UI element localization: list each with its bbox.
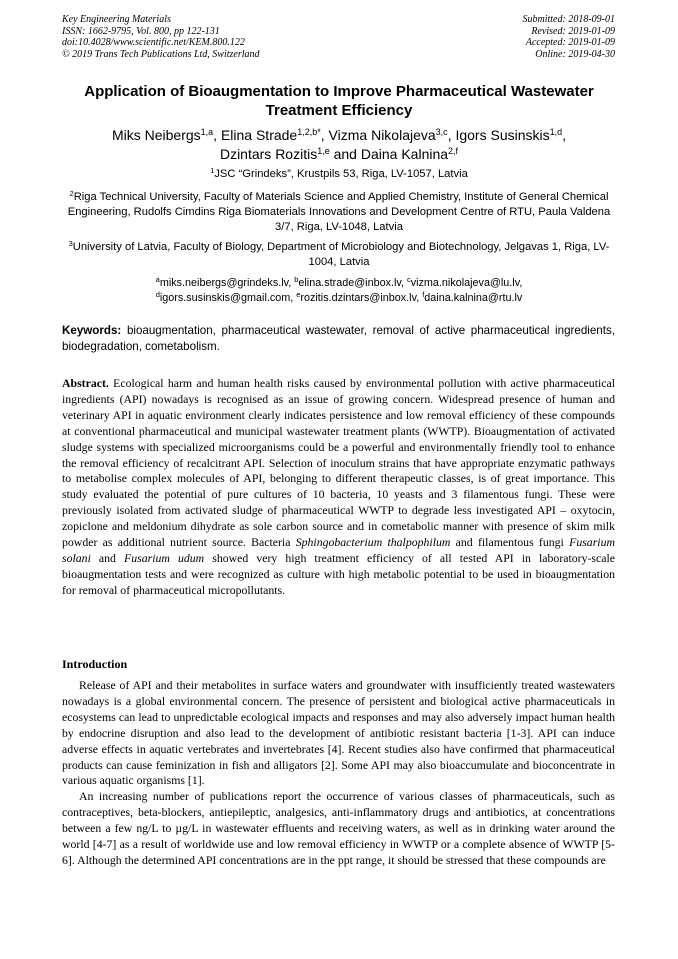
email-separator: , — [416, 292, 423, 304]
author-name: Daina Kalnina — [360, 146, 449, 162]
author-name: Dzintars Rozitis — [219, 146, 318, 162]
author-affiliation-mark: 1,d — [549, 127, 563, 137]
paragraph: An increasing number of publications report the occurrence of various classes of pharmaceuticals, such as contraceptives, beta-blockers, antiepileptic, analgesics, anti-inflammatory drugs and antibiotics, at concentrations between a few ng/L to µg/L in wastewater effluents and receiving waters, as well as in drinking water around the world [4-7] as a result of worldwide use and low removal efficiency in WWTP or a complete absence of WWTP [5-6]. Although the determined API concentrations are in the ppt range, it should be stressed that these compounds are — [62, 789, 615, 867]
section-heading-introduction: Introduction — [62, 657, 128, 671]
journal-name: Key Engineering Materials — [62, 14, 171, 25]
author-separator: , — [320, 127, 329, 143]
abstract-text: and — [90, 550, 125, 565]
author-list — [62, 126, 616, 164]
species-name: Sphingobacterium thalpophilum — [295, 535, 451, 550]
author-affiliation-mark: 1,e — [317, 146, 330, 156]
affiliation-text: Riga Technical University, Faculty of Materials Science and Applied Chemistry, Institute of General Chemical Engineering, Rudolfs Cimdins Riga Biomaterials Innovations and Development Centre of RTU, Paula Valdena 3/7, Riga, LV-1048, Latvia — [67, 191, 611, 234]
affiliation-text: JSC “Grindeks”, Krustpils 53, Riga, LV-1057, Latvia — [214, 168, 468, 180]
author-separator: and — [329, 146, 361, 162]
author-separator: , — [447, 127, 456, 143]
author-affiliation-mark: 1,2,b* — [297, 127, 321, 137]
author-name: Igors Susinskis — [455, 127, 550, 143]
abstract-text: and filamentous fungi — [450, 535, 570, 550]
email-separator: , — [290, 292, 297, 304]
email-address: rozitis.dzintars@inbox.lv — [300, 292, 417, 304]
author-name: Miks Neibergs — [111, 127, 201, 143]
author-affiliation-mark: 2,f — [448, 146, 459, 156]
email-mark: e — [296, 290, 301, 299]
author-affiliation-mark: 1,a — [200, 127, 214, 137]
affiliation-1 — [62, 167, 616, 182]
species-name: Fusarium solani — [62, 535, 615, 565]
publication-dates — [523, 14, 616, 60]
abstract-label: Abstract. — [62, 376, 109, 390]
affiliation-mark: 1 — [210, 166, 215, 175]
email-mark: a — [155, 275, 160, 284]
keywords-label: Keywords: — [62, 324, 122, 337]
abstract — [62, 376, 615, 599]
email-address: elina.strade@inbox.lv — [298, 277, 401, 289]
author-separator: , — [562, 127, 567, 143]
date-submitted: Submitted: 2018-09-01 — [522, 14, 615, 25]
journal-copyright: © 2019 Trans Tech Publications Ltd, Switzerland — [62, 48, 260, 60]
date-online: Online: 2019-04-30 — [535, 48, 615, 60]
date-revised: Revised: 2019-01-09 — [531, 25, 615, 37]
affiliation-2 — [62, 190, 616, 236]
affiliation-mark: 2 — [69, 189, 74, 198]
email-mark: c — [406, 275, 411, 284]
date-accepted: Accepted: 2019-01-09 — [525, 37, 615, 49]
email-mark: b — [294, 275, 299, 284]
affiliation-mark: 3 — [68, 239, 73, 248]
email-separator: , — [400, 277, 407, 289]
abstract-text: Ecological harm and human health risks caused by environmental pollution with active pharmaceutical ingredients (API) nowadays is recognised as an issue of growing concern. Widespread presence of human and veterinary API in aquatic environment clearly indicates persistence and low removal efficiency of these compounds at conventional pharmaceutical and municipal wastewater treatment plants (WWTP). Bioaugmentation of activated sludge systems with specialized microorganisms could be a powerful and environmentally friendly tool to enhance the removal efficiency of recalcitrant API. Selection of inoculum strains that have appropriate enzymatic pathways to metabolise complex molecules of API, belonging to different therapeutic classes, is of great importance. This study evaluated the potential of pure cultures of 10 bacteria, 10 yeasts and 3 filamentous fungi. These were previously isolated from activated sludge of pharmaceutical WWTP to degrade less investigated API – oxytocin, zopiclone and meldonium dihydrate as sole carbon source and in cometabolic manner with presence of skim milk powder as additional nutrient source. Bacteria — [62, 376, 615, 550]
author-name: Elina Strade — [220, 127, 298, 143]
keywords — [62, 323, 615, 354]
email-address: daina.kalnina@rtu.lv — [424, 292, 523, 304]
keywords-text: bioaugmentation, pharmaceutical wastewater, removal of active pharmaceutical ingredients, biodegradation, cometabolism. — [62, 324, 615, 353]
email-address: miks.neibergs@grindeks.lv — [159, 277, 289, 289]
author-name: Vizma Nikolajeva — [328, 127, 436, 143]
email-address: igors.susinskis@gmail.com — [159, 292, 291, 304]
author-affiliation-mark: 3,c — [435, 127, 448, 137]
author-separator: , — [213, 127, 221, 143]
paper-title: Application of Bioaugmentation to Improve Pharmaceutical Wastewater Treatment Efficiency — [84, 83, 594, 119]
email-separator: , — [288, 277, 295, 289]
affiliation-3 — [62, 240, 616, 270]
affiliation-text: University of Latvia, Faculty of Biology, Department of Microbiology and Biotechnology, Jelgavas 1, Riga, LV-1004, Latvia — [72, 241, 610, 269]
paragraph: Release of API and their metabolites in surface waters and groundwater with insufficiently treated wastewaters nowadays is a global environmental concern. The presence of persistent and biological active pharmaceuticals in ecosystems can lead to unpredictable ecological impacts and responses and may also adversely impact human health by endocrine disruption and also lead to the development of antibiotic resistant bacteria [1-3]. API can induce adverse effects in aquatic vertebrates and invertebrates [4]. Recent studies also have confirmed that pharmaceutical products can cause feminization in fish and alligators [2]. Some API may also bioaccumulate and bioconcentrate in various aquatic organisms [1]. — [62, 678, 615, 788]
introduction-body — [62, 678, 615, 869]
author-emails — [62, 276, 616, 306]
journal-issn: ISSN: 1662-9795, Vol. 800, pp 122-131 — [62, 25, 220, 37]
species-name: Fusarium udum — [124, 550, 205, 565]
email-mark: f — [422, 290, 425, 299]
journal-doi: doi:10.4028/www.scientific.net/KEM.800.122 — [62, 37, 245, 49]
email-separator: , — [519, 277, 523, 289]
email-address: vizma.nikolajeva@lu.lv — [410, 277, 520, 289]
journal-info — [62, 14, 260, 60]
abstract-text: showed very high treatment efficiency of all tested API in laboratory-scale bioaugmentation tests and were recognized as culture with high metabolic potential to be used in bioaugmentation for removal of pharmaceutical micropollutants. — [62, 550, 616, 597]
email-mark: d — [155, 290, 160, 299]
